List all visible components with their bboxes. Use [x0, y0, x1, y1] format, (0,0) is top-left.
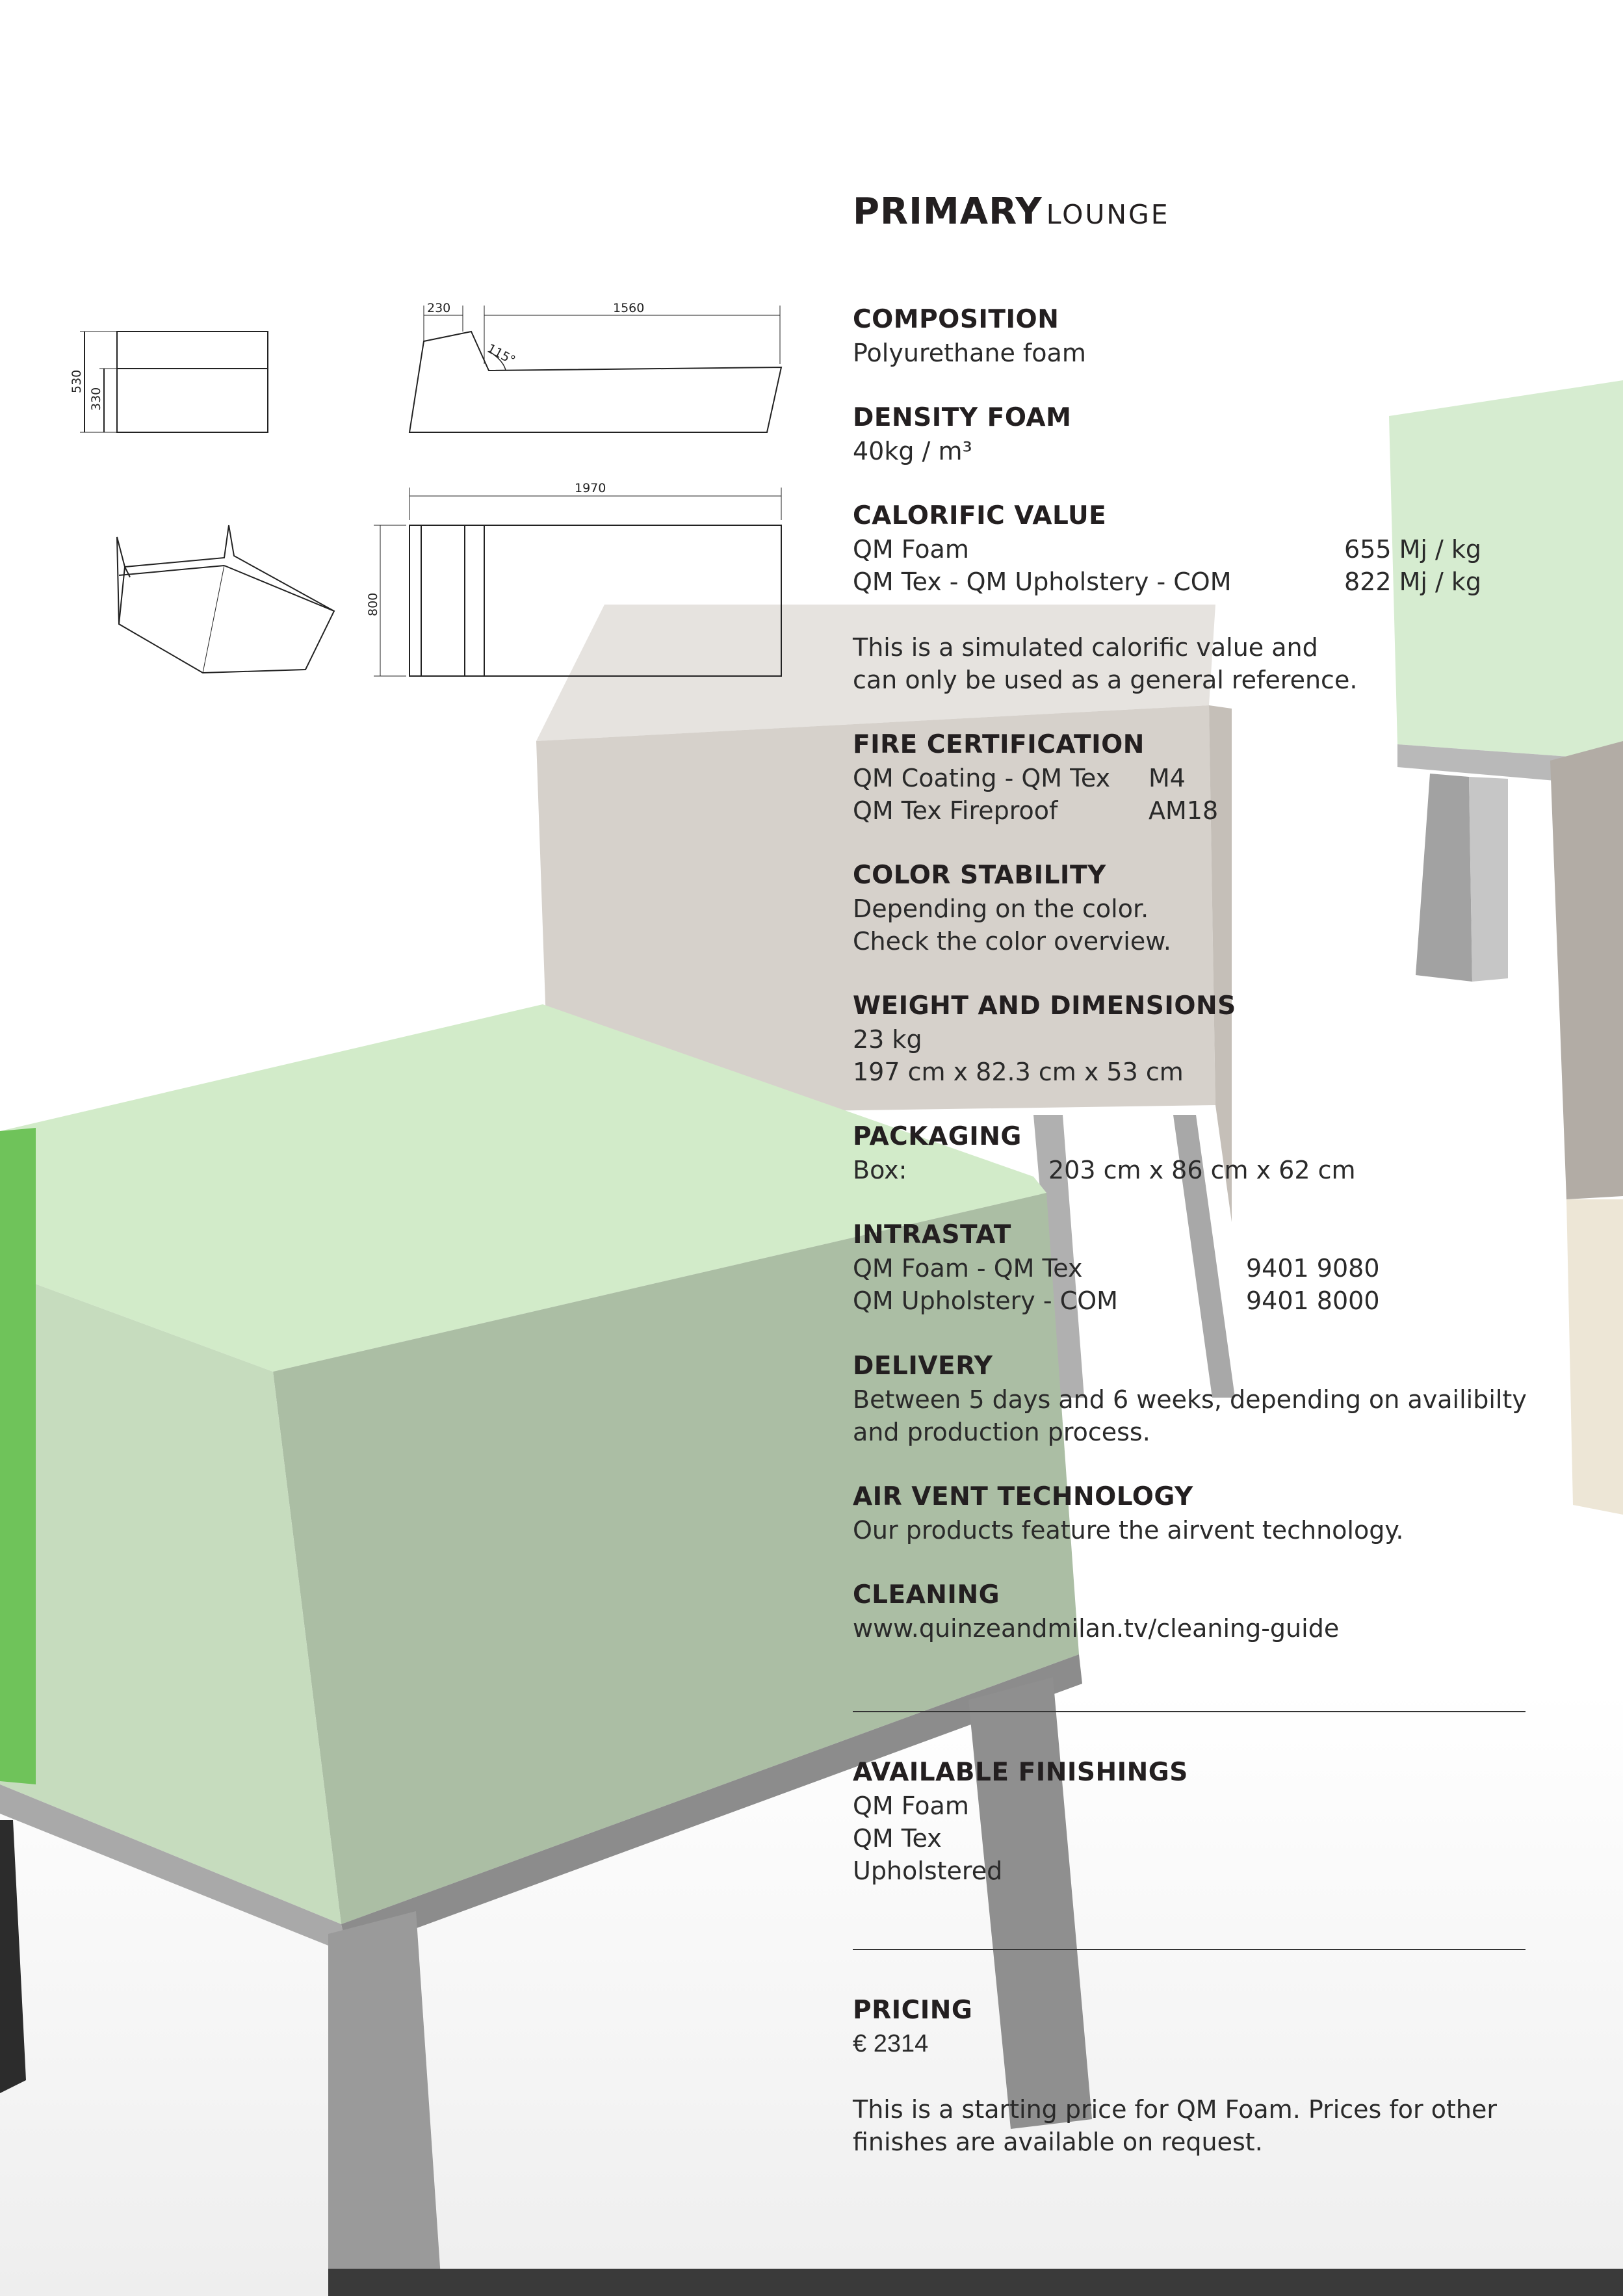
- pricing-heading: PRICING: [853, 1996, 973, 2025]
- finishing-item: QM Tex: [853, 1824, 942, 1853]
- packaging-name: Box:: [853, 1156, 907, 1184]
- intrastat-heading: INTRASTAT: [853, 1220, 1011, 1249]
- calorific-row-value: 655 Mj / kg: [1344, 535, 1482, 564]
- composition-heading: COMPOSITION: [853, 305, 1059, 334]
- intrastat-row-value: 9401 8000: [1246, 1286, 1380, 1315]
- divider: [853, 1711, 1526, 1712]
- fire-row-name: QM Coating - QM Tex: [853, 764, 1111, 792]
- weight-value: 23 kg: [853, 1025, 922, 1054]
- top-view-drawing: [374, 488, 781, 676]
- profile-drawing: [409, 306, 781, 432]
- color-line: Check the color overview.: [853, 927, 1171, 956]
- brown-pouf: [1550, 741, 1623, 1515]
- packaging-heading: PACKAGING: [853, 1122, 1022, 1151]
- density-value: 40kg / m³: [853, 437, 972, 465]
- calorific-row-name: QM Foam: [853, 535, 969, 564]
- finishing-item: QM Foam: [853, 1792, 969, 1820]
- calorific-row-name: QM Tex - QM Upholstery - COM: [853, 567, 1232, 596]
- weight-heading: WEIGHT AND DIMENSIONS: [853, 991, 1236, 1021]
- dim-330: 330: [89, 387, 103, 411]
- cleaning-link[interactable]: www.quinzeandmilan.tv/cleaning-guide: [853, 1614, 1340, 1643]
- product-type: LOUNGE: [1046, 199, 1170, 230]
- pricing-note: finishes are available on request.: [853, 2128, 1263, 2156]
- intrastat-row-name: QM Foam - QM Tex: [853, 1254, 1083, 1283]
- finishings-heading: AVAILABLE FINISHINGS: [853, 1758, 1188, 1787]
- composition-value: Polyurethane foam: [853, 339, 1086, 367]
- pricing-note: This is a starting price for QM Foam. Prices for other: [853, 2095, 1497, 2124]
- dim-1970: 1970: [575, 481, 606, 495]
- airvent-heading: AIR VENT TECHNOLOGY: [853, 1482, 1193, 1511]
- delivery-line: Between 5 days and 6 weeks, depending on availibilty: [853, 1385, 1527, 1414]
- finishing-item: Upholstered: [853, 1857, 1003, 1885]
- calorific-row-value: 822 Mj / kg: [1344, 567, 1482, 596]
- dim-1560: 1560: [613, 301, 645, 315]
- calorific-note: can only be used as a general reference.: [853, 666, 1358, 694]
- calorific-note: This is a simulated calorific value and: [853, 633, 1318, 662]
- dim-530: 530: [70, 369, 84, 393]
- airvent-line: Our products feature the airvent technology.: [853, 1516, 1404, 1545]
- dim-800: 800: [366, 592, 380, 616]
- delivery-heading: DELIVERY: [853, 1351, 993, 1381]
- delivery-line: and production process.: [853, 1418, 1150, 1446]
- dimensions-value: 197 cm x 82.3 cm x 53 cm: [853, 1058, 1184, 1086]
- dim-angle: 115°: [484, 341, 518, 368]
- fire-row-value: M4: [1149, 764, 1186, 792]
- product-title: [853, 190, 1170, 233]
- perspective-drawing: [117, 525, 334, 673]
- divider: [853, 1949, 1526, 1950]
- packaging-value: 203 cm x 86 cm x 62 cm: [1048, 1156, 1356, 1184]
- intrastat-row-name: QM Upholstery - COM: [853, 1286, 1118, 1315]
- color-line: Depending on the color.: [853, 894, 1149, 923]
- price-value: € 2314: [853, 2030, 929, 2057]
- fire-heading: FIRE CERTIFICATION: [853, 730, 1145, 759]
- density-heading: DENSITY FOAM: [853, 403, 1072, 432]
- cleaning-heading: CLEANING: [853, 1580, 1000, 1610]
- dim-230: 230: [427, 301, 451, 315]
- product-name: PRIMARY: [853, 190, 1043, 233]
- side-view-drawing: [80, 332, 268, 432]
- fire-row-value: AM18: [1149, 796, 1219, 825]
- fire-row-name: QM Tex Fireproof: [853, 796, 1058, 825]
- technical-drawings: [0, 0, 812, 715]
- intrastat-row-value: 9401 9080: [1246, 1254, 1380, 1283]
- color-heading: COLOR STABILITY: [853, 861, 1106, 890]
- calorific-heading: CALORIFIC VALUE: [853, 501, 1107, 530]
